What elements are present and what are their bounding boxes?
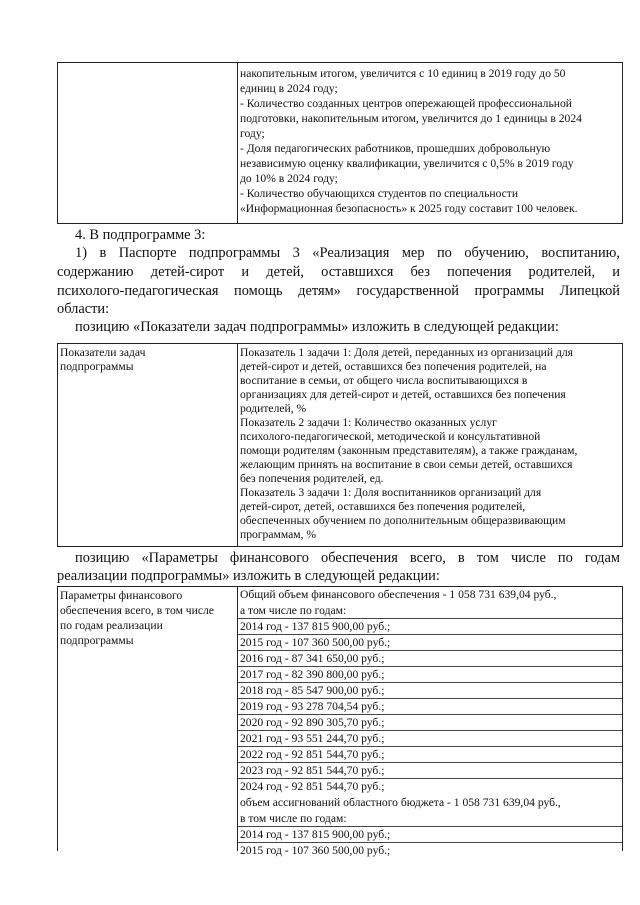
t3-rule-5 — [238, 682, 622, 683]
position-indicators-text: позицию «Показатели задач подпрограммы» изложить в следующей редакции: — [75, 319, 559, 335]
t3-line-14: в том числе по годам: — [240, 812, 347, 825]
t3-left-line-1: обеспечения всего, в том числе — [60, 604, 214, 617]
t3-rule-15 — [238, 842, 622, 843]
t2-left-line-0: Показатели задач — [60, 346, 146, 359]
t1-line-2: - Количество созданных центров опережающей профессиональной — [240, 97, 572, 110]
t3-line-15: 2014 год - 137 815 900,00 руб.; — [240, 828, 391, 841]
t2-line-12: обеспеченных обучением по дополнительным общеразвивающим — [240, 514, 566, 527]
t3-left-line-2: по годам реализации — [60, 619, 163, 632]
t3-rule-8 — [238, 730, 622, 731]
table3-left-cell — [58, 587, 238, 851]
t1-line-7: до 10% в 2024 году; — [240, 172, 338, 185]
t3-rule-14 — [238, 826, 622, 827]
position-finance-line-0: позицию «Параметры финансового обеспечения всего, в том числе по годам — [75, 550, 620, 566]
item1-line-3: области: — [57, 301, 110, 317]
t1-line-9: «Информационная безопасность» к 2025 году составит 100 человек. — [240, 202, 578, 215]
t3-line-0: Общий объем финансового обеспечения - 1 058 731 639,04 руб., — [240, 588, 557, 601]
t3-line-6: 2018 год - 85 547 900,00 руб.; — [240, 684, 385, 697]
t3-left-line-0: Параметры финансового — [60, 589, 183, 602]
item1-line-1: содержанию детей-сирот и детей, оставшихся без попечения родителей, и — [57, 264, 620, 280]
t1-line-3: подготовки, накопительным итогом, увеличится до 1 единицы в 2024 — [240, 112, 582, 125]
t3-rule-3 — [238, 650, 622, 651]
t3-line-8: 2020 год - 92 890 305,70 руб.; — [240, 716, 385, 729]
table1-right-cell — [238, 63, 622, 223]
t3-rule-2 — [238, 634, 622, 635]
t3-line-3: 2015 год - 107 360 500,00 руб.; — [240, 636, 391, 649]
t3-line-12: 2024 год - 92 851 544,70 руб.; — [240, 780, 385, 793]
t1-line-8: - Количество обучающихся студентов по специальности — [240, 187, 519, 200]
t3-line-5: 2017 год - 82 390 800,00 руб.; — [240, 668, 385, 681]
t1-line-6: независимую оценку квалификации, увеличится с 0,5% в 2019 году — [240, 157, 574, 170]
table2-right-cell — [238, 344, 622, 546]
t2-line-13: программам, % — [240, 528, 317, 541]
t3-line-16: 2015 год - 107 360 500,00 руб.; — [240, 844, 391, 857]
t3-line-4: 2016 год - 87 341 650,00 руб.; — [240, 652, 385, 665]
t2-line-9: без попечения родителей, ед. — [240, 472, 384, 485]
item1-line-0: 1) в Паспорте подпрограммы 3 «Реализация мер по обучению, воспитанию, — [75, 245, 620, 261]
t2-left-line-1: подпрограммы — [60, 360, 134, 373]
t3-rule-7 — [238, 714, 622, 715]
t3-line-13: объем ассигнований областного бюджета - 1 058 731 639,04 руб., — [240, 796, 561, 809]
t2-line-8: желающим принять на воспитание в свои семьи детей, оставшихся — [240, 458, 573, 471]
t2-line-7: помощи родителям (законным представителям), а также гражданам, — [240, 444, 578, 457]
t3-line-11: 2023 год - 92 851 544,70 руб.; — [240, 764, 385, 777]
t1-line-5: - Доля педагогических работников, прошедших добровольную — [240, 142, 551, 155]
t1-line-0: накопительным итогом, увеличится с 10 единиц в 2019 году до 50 — [240, 67, 566, 80]
t3-rule-10 — [238, 762, 622, 763]
table2-left-cell — [58, 344, 238, 546]
t3-line-1: а том числе по годам: — [240, 604, 347, 617]
t3-line-2: 2014 год - 137 815 900,00 руб.; — [240, 620, 391, 633]
t3-line-9: 2021 год - 93 551 244,70 руб.; — [240, 732, 385, 745]
t3-left-line-3: подпрограммы — [60, 634, 134, 647]
t2-line-6: психолого-педагогической, методической и консультативной — [240, 430, 541, 443]
t2-line-4: родителей, % — [240, 402, 307, 415]
t2-line-3: организациях для детей-сирот и детей, оставшихся без попечения — [240, 388, 566, 401]
table3-right-cell — [238, 587, 622, 857]
t1-line-4: году; — [240, 127, 265, 140]
t2-line-2: воспитание в семьи, от общего числа воспитывающихся в — [240, 374, 528, 387]
t3-rule-9 — [238, 746, 622, 747]
t2-line-11: детей-сирот, детей, оставшихся без попечения родителей, — [240, 500, 526, 513]
table-targets-continuation — [57, 62, 623, 224]
t3-rule-6 — [238, 698, 622, 699]
t3-rule-4 — [238, 666, 622, 667]
t2-line-1: детей-сирот и детей, оставшихся без попечения родителей, на — [240, 360, 547, 373]
table-task-indicators — [57, 343, 623, 547]
t2-line-5: Показатель 2 задачи 1: Количество оказанных услуг — [240, 416, 497, 429]
table-financing — [57, 586, 623, 857]
table1-left-cell — [58, 63, 238, 223]
t3-rule-11 — [238, 778, 622, 779]
t3-line-10: 2022 год - 92 851 544,70 руб.; — [240, 748, 385, 761]
item1-line-2: психолого-педагогическая помощь детям» государственной программы Липецкой — [57, 283, 620, 299]
t3-rule-1 — [238, 618, 622, 619]
t2-line-10: Показатель 3 задачи 1: Доля воспитанников организаций для — [240, 486, 542, 499]
t2-line-0: Показатель 1 задачи 1: Доля детей, переданных из организаций для — [240, 346, 573, 359]
t1-line-1: единиц в 2024 году; — [240, 82, 338, 95]
section-heading: 4. В подпрограмме 3: — [75, 227, 206, 243]
t3-line-7: 2019 год - 93 278 704,54 руб.; — [240, 700, 385, 713]
position-finance-line-1: реализации подпрограммы» изложить в следующей редакции: — [57, 568, 440, 584]
